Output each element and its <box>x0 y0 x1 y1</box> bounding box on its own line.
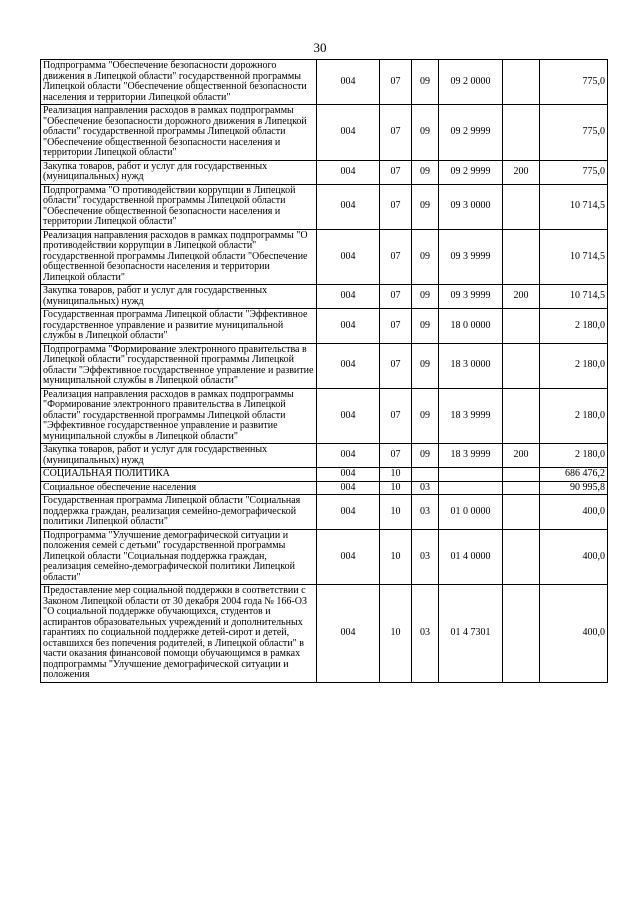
admin-code-cell: 004 <box>317 444 380 468</box>
table-row <box>41 60 608 105</box>
admin-code-cell: 004 <box>317 285 380 309</box>
expense-type-cell: 200 <box>503 160 540 184</box>
target-article-cell: 01 0 0000 <box>439 495 503 530</box>
admin-code-cell: 004 <box>317 309 380 344</box>
table-row <box>41 160 608 184</box>
expense-type-cell <box>503 481 540 495</box>
amount-cell: 2 180,0 <box>540 444 608 468</box>
table-row <box>41 229 608 285</box>
expense-type-cell <box>503 585 540 683</box>
admin-code-cell: 004 <box>317 468 380 482</box>
table-row <box>41 309 608 344</box>
amount-cell: 10 714,5 <box>540 184 608 229</box>
subsection-code-cell: 09 <box>412 285 439 309</box>
subsection-code-cell: 03 <box>412 529 439 585</box>
section-code-cell: 07 <box>380 60 412 105</box>
section-code-cell: 10 <box>380 585 412 683</box>
subsection-code-cell: 09 <box>412 343 439 388</box>
subsection-code-cell: 09 <box>412 105 439 161</box>
amount-cell: 2 180,0 <box>540 343 608 388</box>
table-row <box>41 495 608 530</box>
subsection-code-cell: 09 <box>412 160 439 184</box>
amount-cell: 775,0 <box>540 160 608 184</box>
target-article-cell <box>439 481 503 495</box>
expense-type-cell <box>503 60 540 105</box>
section-code-cell: 10 <box>380 468 412 482</box>
subsection-code-cell: 09 <box>412 229 439 285</box>
expense-type-cell <box>503 343 540 388</box>
amount-cell: 400,0 <box>540 529 608 585</box>
admin-code-cell: 004 <box>317 481 380 495</box>
expense-type-cell: 200 <box>503 285 540 309</box>
table-body <box>41 60 608 683</box>
target-article-cell: 01 4 0000 <box>439 529 503 585</box>
table-row <box>41 468 608 482</box>
expense-type-cell <box>503 529 540 585</box>
expense-type-cell <box>503 495 540 530</box>
target-article-cell: 09 2 9999 <box>439 160 503 184</box>
amount-cell: 775,0 <box>540 105 608 161</box>
subsection-code-cell: 03 <box>412 481 439 495</box>
subsection-code-cell: 09 <box>412 309 439 344</box>
target-article-cell: 09 3 9999 <box>439 229 503 285</box>
target-article-cell: 18 3 9999 <box>439 444 503 468</box>
subsection-code-cell: 09 <box>412 388 439 444</box>
subsection-code-cell: 03 <box>412 585 439 683</box>
amount-cell: 2 180,0 <box>540 388 608 444</box>
table-row <box>41 529 608 585</box>
subsection-code-cell: 03 <box>412 495 439 530</box>
expense-type-cell <box>503 309 540 344</box>
expense-type-cell <box>503 388 540 444</box>
subsection-code-cell: 09 <box>412 60 439 105</box>
section-code-cell: 07 <box>380 388 412 444</box>
table-row <box>41 184 608 229</box>
target-article-cell: 18 3 9999 <box>439 388 503 444</box>
admin-code-cell: 004 <box>317 585 380 683</box>
expense-type-cell <box>503 105 540 161</box>
item-name-cell: Государственная программа Липецкой области "Социальная поддержка граждан, реализация семейно-демографической политики Липецкой области" <box>41 495 317 530</box>
budget-table <box>40 59 608 683</box>
item-name-cell: Подпрограмма "О противодействии коррупции в Липецкой области" государственной программы Липецкой области "Обеспечение общественной безопасности населения и территории Липецкой области" <box>41 184 317 229</box>
item-name-cell: Закупка товаров, работ и услуг для государственных (муниципальных) нужд <box>41 285 317 309</box>
section-code-cell: 07 <box>380 160 412 184</box>
item-name-cell: Закупка товаров, работ и услуг для государственных (муниципальных) нужд <box>41 444 317 468</box>
table-row <box>41 444 608 468</box>
amount-cell: 2 180,0 <box>540 309 608 344</box>
section-code-cell: 10 <box>380 481 412 495</box>
target-article-cell: 09 2 9999 <box>439 105 503 161</box>
target-article-cell: 01 4 7301 <box>439 585 503 683</box>
section-code-cell: 07 <box>380 444 412 468</box>
target-article-cell: 18 3 0000 <box>439 343 503 388</box>
item-name-cell: Закупка товаров, работ и услуг для государственных (муниципальных) нужд <box>41 160 317 184</box>
item-name-cell: Государственная программа Липецкой области "Эффективное государственное управление и развитие муниципальной службы в Липецкой области" <box>41 309 317 344</box>
table-row <box>41 585 608 683</box>
admin-code-cell: 004 <box>317 529 380 585</box>
table-row <box>41 105 608 161</box>
subsection-code-cell: 09 <box>412 444 439 468</box>
admin-code-cell: 004 <box>317 388 380 444</box>
section-code-cell: 10 <box>380 529 412 585</box>
amount-cell: 400,0 <box>540 495 608 530</box>
item-name-cell: Реализация направления расходов в рамках подпрограммы "Обеспечение безопасности дорожного движения в Липецкой области" государственной программы Липецкой области "Обеспечение общественной безопасности населения и территории Липецкой области" <box>41 105 317 161</box>
amount-cell: 10 714,5 <box>540 285 608 309</box>
item-name-cell: Реализация направления расходов в рамках подпрограммы "Формирование электронного правительства в Липецкой области" государственной программы Липецкой области "Эффективное государственное управление и развитие муниципальной службы в Липецкой области" <box>41 388 317 444</box>
admin-code-cell: 004 <box>317 105 380 161</box>
admin-code-cell: 004 <box>317 184 380 229</box>
amount-cell: 775,0 <box>540 60 608 105</box>
target-article-cell: 18 0 0000 <box>439 309 503 344</box>
section-code-cell: 07 <box>380 105 412 161</box>
section-code-cell: 07 <box>380 309 412 344</box>
item-name-cell: СОЦИАЛЬНАЯ ПОЛИТИКА <box>41 468 317 482</box>
table-row <box>41 285 608 309</box>
table-row <box>41 481 608 495</box>
item-name-cell: Социальное обеспечение населения <box>41 481 317 495</box>
expense-type-cell <box>503 229 540 285</box>
admin-code-cell: 004 <box>317 229 380 285</box>
target-article-cell <box>439 468 503 482</box>
amount-cell: 10 714,5 <box>540 229 608 285</box>
admin-code-cell: 004 <box>317 160 380 184</box>
expense-type-cell: 200 <box>503 444 540 468</box>
admin-code-cell: 004 <box>317 343 380 388</box>
section-code-cell: 07 <box>380 184 412 229</box>
amount-cell: 90 995,8 <box>540 481 608 495</box>
admin-code-cell: 004 <box>317 60 380 105</box>
section-code-cell: 07 <box>380 229 412 285</box>
item-name-cell: Подпрограмма "Улучшение демографической ситуации и положения семей с детьми" государственной программы Липецкой области "Социальная поддержка граждан, реализация семейно-демографической политики Липецкой области" <box>41 529 317 585</box>
item-name-cell: Подпрограмма "Обеспечение безопасности дорожного движения в Липецкой области" государственной программы Липецкой области "Обеспечение общественной безопасности населения и территории Липецкой области" <box>41 60 317 105</box>
expense-type-cell <box>503 184 540 229</box>
amount-cell: 686 476,2 <box>540 468 608 482</box>
item-name-cell: Предоставление мер социальной поддержки в соответствии с Законом Липецкой области от 30 декабря 2004 года № 166-ОЗ "О социальной поддержке обучающихся, студентов и аспирантов образовательных учреждений и дополнительных гарантиях по социальной поддержке детей-сирот и детей, оставшихся без попечения родителей, в Липецкой области" в части оказания финансовой помощи обучающимся в рамках подпрограммы "Улучшение демографической ситуации и положения <box>41 585 317 683</box>
target-article-cell: 09 3 0000 <box>439 184 503 229</box>
target-article-cell: 09 2 0000 <box>439 60 503 105</box>
item-name-cell: Подпрограмма "Формирование электронного правительства в Липецкой области" государственной программы Липецкой области "Эффективное государственное управление и развитие муниципальной службы в Липецкой области" <box>41 343 317 388</box>
target-article-cell: 09 3 9999 <box>439 285 503 309</box>
item-name-cell: Реализация направления расходов в рамках подпрограммы "О противодействии коррупции в Липецкой области" государственной программы Липецкой области "Обеспечение общественной безопасности населения и территории Липецкой области" <box>41 229 317 285</box>
page-number: 30 <box>313 40 327 55</box>
expense-type-cell <box>503 468 540 482</box>
table-row <box>41 343 608 388</box>
section-code-cell: 07 <box>380 343 412 388</box>
subsection-code-cell <box>412 468 439 482</box>
amount-cell: 400,0 <box>540 585 608 683</box>
section-code-cell: 07 <box>380 285 412 309</box>
subsection-code-cell: 09 <box>412 184 439 229</box>
admin-code-cell: 004 <box>317 495 380 530</box>
section-code-cell: 10 <box>380 495 412 530</box>
table-row <box>41 388 608 444</box>
